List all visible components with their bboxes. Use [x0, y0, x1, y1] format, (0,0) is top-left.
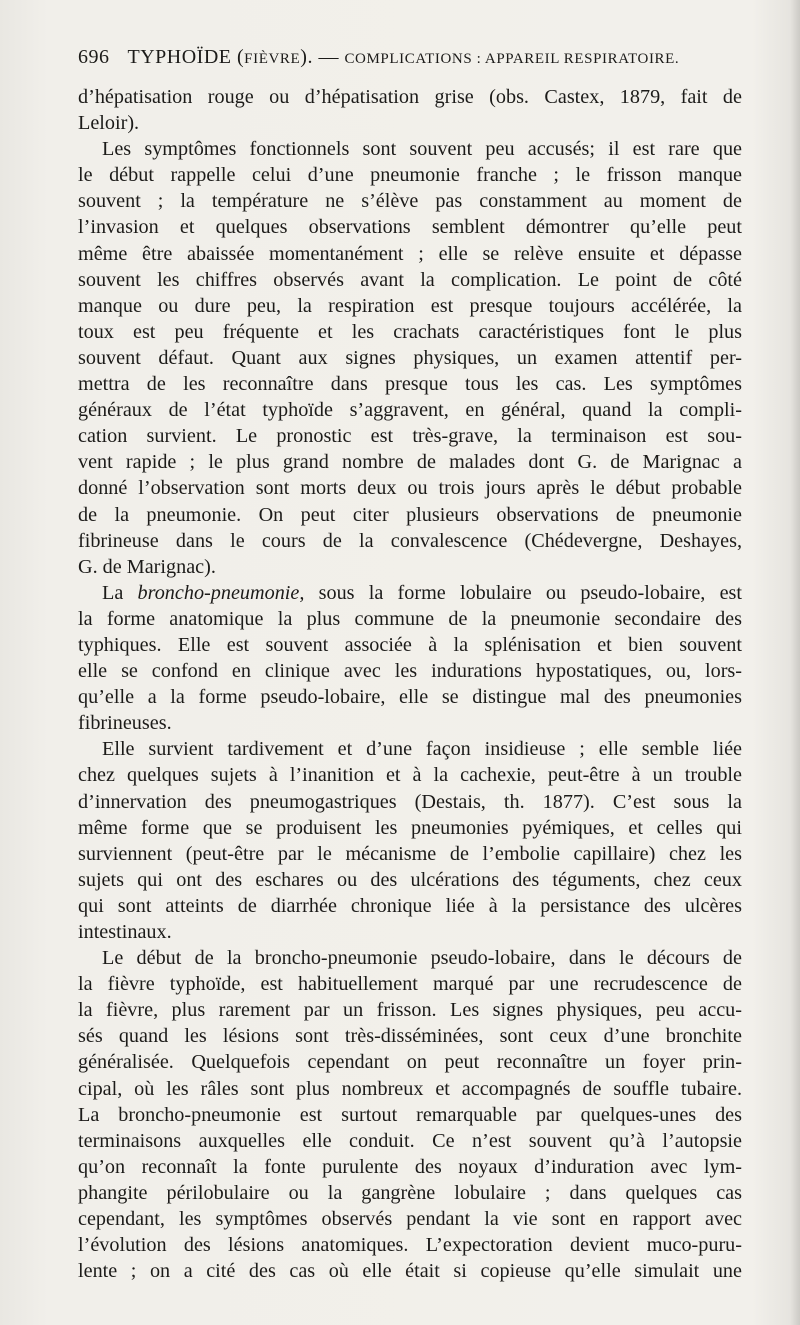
text-line: l’évolution des lésions anatomiques. L’expectoration devient muco-puru- [78, 1234, 742, 1257]
text-line-mixed [78, 580, 742, 606]
text-line: intestinaux. [78, 921, 172, 943]
text-line: d’innervation des pneumogastriques (Destais, th. 1877). C’est sous la [78, 790, 742, 813]
text-line: généraux de l’état typhoïde s’aggravent, en général, quand la compli- [78, 399, 742, 422]
text-line: de la pneumonie. On peut citer plusieurs observations de pneumonie [78, 503, 742, 526]
text-line: surviennent (peut-être par le mécanisme de l’embolie capillaire) chez les [78, 842, 742, 865]
text-line: Les symptômes fonctionnels sont souvent peu accusés; il est rare que [102, 138, 742, 161]
text-line: toux est peu fréquente et les crachats caractéristiques font le plus [78, 320, 742, 343]
text-line: qui sont atteints de diarrhée chronique liée à la persistance des ulcères [78, 894, 742, 917]
text-line: Le début de la broncho-pneumonie pseudo-lobaire, dans le décours de [102, 947, 742, 970]
text-line: La broncho-pneumonie est surtout remarquable par quelques-unes des [78, 1103, 742, 1126]
text-line: même forme que se produisent les pneumonies pyémiques, et celles qui [78, 816, 742, 839]
text-line: la forme anatomique la plus commune de la pneumonie secondaire des [78, 607, 742, 630]
text-line: terminaisons auxquelles elle conduit. Ce n’est souvent qu’à l’autopsie [78, 1129, 742, 1152]
header-subtitle: FIÈVRE [244, 51, 301, 67]
text-line: souvent les chiffres observés avant la complication. Le point de côté [78, 268, 742, 291]
text-line: qu’elle a la forme pseudo-lobaire, elle se distingue mal des pneumonies [78, 686, 742, 709]
text-line: cependant, les symptômes observés pendant la vie sont en rapport avec [78, 1208, 742, 1231]
page-number: 696 [78, 46, 110, 68]
text-line: souvent ; la température ne s’élève pas constamment au moment de [78, 190, 742, 213]
text-line: fibrineuse dans le cours de la convalescence (Chédevergne, Deshayes, [78, 529, 742, 552]
text-line: la fièvre typhoïde, est habituellement marqué par une recrudescence de [78, 973, 742, 996]
text-line: manque ou dure peu, la respiration est presque toujours accélérée, la [78, 294, 742, 317]
text-line: Elle survient tardivement et d’une façon insidieuse ; elle semble liée [102, 738, 742, 761]
text-line: donné l’observation sont morts deux ou trois jours après le début probable [78, 477, 742, 500]
text-line: typhiques. Elle est souvent associée à la splénisation et bien souvent [78, 633, 742, 656]
text-line: chez quelques sujets à l’inanition et à la cachexie, peut-être à un trouble [78, 764, 742, 787]
text-line: vent rapide ; le plus grand nombre de malades dont G. de Marignac a [78, 451, 742, 474]
text-line: phangite périlobulaire ou la gangrène lobulaire ; dans quelques cas [78, 1181, 742, 1204]
text-line: lente ; on a cité des cas où elle était si copieuse qu’elle simulait une [78, 1260, 742, 1283]
text-line: le début rappelle celui d’une pneumonie franche ; le frisson manque [78, 164, 742, 187]
header-dash: — [312, 46, 345, 68]
text-line: souvent défaut. Quant aux signes physiques, un examen attentif per- [78, 346, 742, 369]
text-line: G. de Marignac). [78, 555, 216, 578]
text-line: sés quand les lésions sont très-disséminées, sont ceux d’une bronchite [78, 1025, 742, 1048]
text-line: sujets qui ont des eschares ou des ulcérations des téguments, chez ceux [78, 868, 742, 891]
text-line: d’hépatisation rouge ou d’hépatisation grise (obs. Castex, 1879, fait de [78, 86, 742, 108]
running-header [78, 46, 738, 76]
header-subtitle-open: ( [237, 46, 245, 68]
header-subtitle-close: ). [300, 46, 313, 68]
text-line: fibrineuses. [78, 712, 172, 735]
text-line: la fièvre, plus rarement par un frisson. Les signes physiques, peu accu- [78, 999, 742, 1022]
header-title: TYPHOÏDE [127, 46, 232, 68]
text-line: elle se confond en clinique avec les indurations hypostatiques, ou, lors- [78, 660, 742, 683]
text-line: qu’on reconnaît la fonte purulente des noyaux d’induration avec lym- [78, 1155, 742, 1178]
header-section: COMPLICATIONS : APPAREIL RESPIRATOIRE. [344, 51, 680, 67]
text-line: cipal, où les râles sont plus nombreux et accompagnés de souffle tubaire. [78, 1077, 742, 1100]
body-text [78, 84, 742, 1284]
line-prefix: La [102, 581, 138, 604]
text-line: mettra de les reconnaître dans presque tous les cas. Les symptômes [78, 373, 742, 396]
text-line: l’invasion et quelques observations semblent démontrer qu’elle peut [78, 216, 742, 239]
text-line: cation survient. Le pronostic est très-grave, la terminaison est sou- [78, 425, 742, 448]
line-suffix: sous la forme lobulaire ou pseudo-lobaire, est [304, 581, 742, 604]
text-line: généralisée. Quelquefois cependant on peut reconnaître un foyer prin- [78, 1051, 742, 1074]
text-line: même être abaissée momentanément ; elle se relève ensuite et dépasse [78, 242, 742, 265]
text-line: Leloir). [78, 112, 140, 135]
italic-term: broncho-pneumonie, [137, 581, 305, 604]
